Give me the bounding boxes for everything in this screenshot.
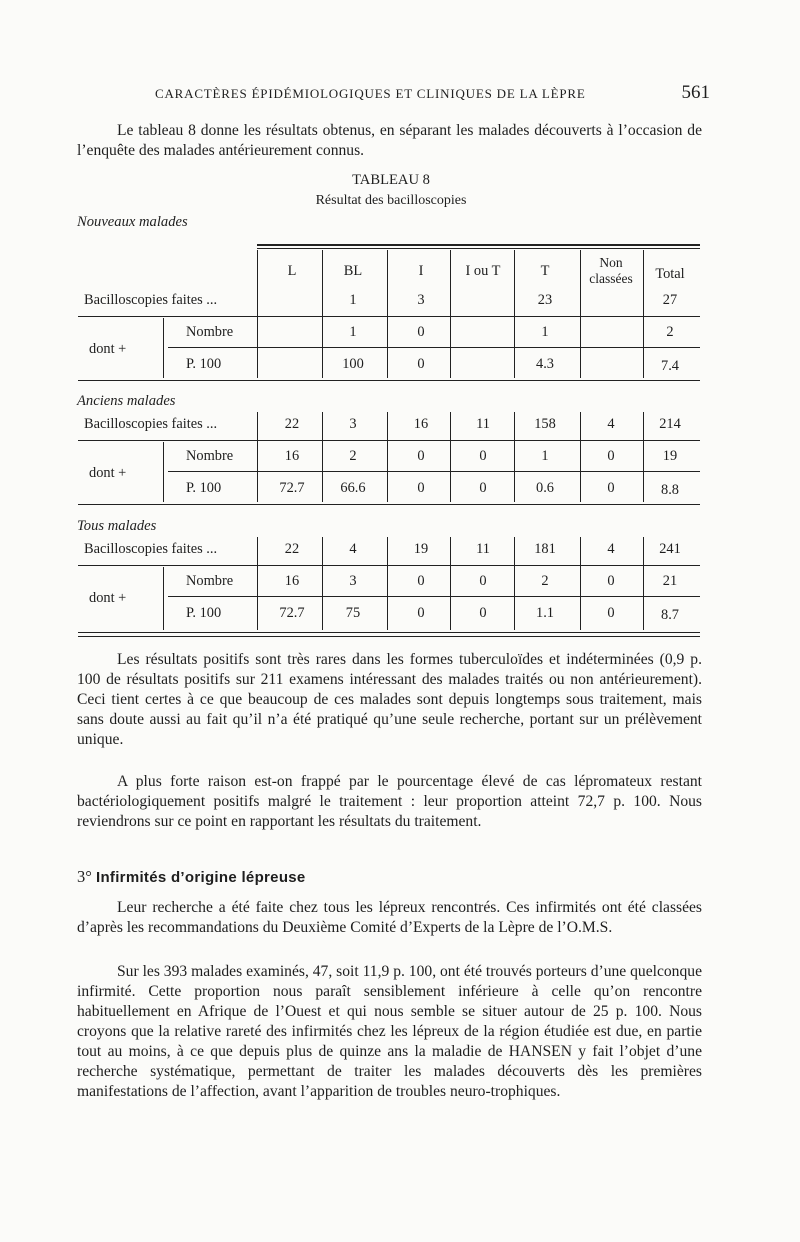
table-cell-nombre: 1 xyxy=(349,324,357,340)
intro-paragraph: Le tableau 8 donne les résultats obtenus, en séparant les malades découverts à l’occasion de l’enquête des malades antérieurement connus. xyxy=(77,122,702,159)
table-cell-p100: 0 xyxy=(607,605,615,621)
table-cell-nombre: 0 xyxy=(607,573,615,589)
table-cell-p100: 72.7 xyxy=(279,480,305,496)
table-rule xyxy=(257,248,700,249)
table-rule xyxy=(78,380,700,381)
table-column-divider xyxy=(163,318,164,378)
row-label-dont-positive: dont + xyxy=(89,465,127,481)
table-column-divider xyxy=(387,412,388,502)
table-column-divider xyxy=(514,537,515,630)
row-label-nombre: Nombre xyxy=(186,448,234,464)
section-title: Nouveaux malades xyxy=(77,214,188,230)
row-label-faites: Bacilloscopies faites ... xyxy=(84,416,218,432)
running-title: CARACTÈRES ÉPIDÉMIOLOGIQUES ET CLINIQUES DE LA LÈPRE xyxy=(155,86,586,101)
table-rule xyxy=(168,471,700,472)
infirmity-paragraph-1: Leur recherche a été faite chez tous les lépreux rencontrés. Ces infirmités ont été classées d’après les recommandations du Deuxième Comité d’Experts de la Lèpre de l’O.M.S. xyxy=(77,899,702,936)
table-cell-p100: 4.3 xyxy=(536,356,554,372)
table-rule xyxy=(78,504,700,505)
table-cell-nombre: 0 xyxy=(479,573,487,589)
section-title: Anciens malades xyxy=(77,393,176,409)
table-column-divider xyxy=(322,412,323,502)
table-cell-p100: 66.6 xyxy=(340,480,366,496)
table-cell-p100: 1.1 xyxy=(536,605,554,621)
table-cell-faites: 11 xyxy=(476,416,490,432)
row-label-p100: P. 100 xyxy=(186,356,222,372)
section-title: Tous malades xyxy=(77,518,157,534)
infirmity-paragraph-2: Sur les 393 malades examinés, 47, soit 11,9 p. 100, ont été trouvés porteurs d’une quelconque infirmité. Cette proportion nous paraît sensiblement inférieure à celle qu’on rencontre habituellement en Afrique de l’Ouest et qui nous semble se situer autour de 25 p. 100. Nous croyons que la relative rareté des infirmités chez les lépreux de la région étudiée est due, en partie tout au moins, à ce que depuis plus de quinze ans la maladie de HANSEN y fait l’objet d’une recherche systématique, permettant de traiter les malades découverts dès les premières manifestations de l’affection, avant l’apparition de troubles neuro-trophiques. xyxy=(77,963,702,1100)
table-cell-nombre: 2 xyxy=(666,324,674,340)
table-cell-faites: 11 xyxy=(476,541,490,557)
table-column-divider xyxy=(322,250,323,290)
table-column-divider xyxy=(450,537,451,630)
column-header: I xyxy=(418,263,424,279)
table-title: TABLEAU 8 xyxy=(352,172,430,188)
table-column-divider xyxy=(387,537,388,630)
table-cell-nombre: 16 xyxy=(284,573,300,589)
table-rule xyxy=(78,636,700,637)
table-column-divider xyxy=(580,288,581,378)
table-cell-faites: 1 xyxy=(349,292,357,308)
row-label-p100: P. 100 xyxy=(186,605,222,621)
table-cell-p100: 100 xyxy=(342,356,364,372)
table-cell-faites: 19 xyxy=(413,541,429,557)
column-header: T xyxy=(540,263,550,279)
table-cell-nombre: 2 xyxy=(541,573,549,589)
table-cell-faites: 4 xyxy=(607,541,615,557)
table-cell-p100: 8.8 xyxy=(661,482,679,498)
table-cell-p100: 0 xyxy=(479,480,487,496)
column-header: I ou T xyxy=(465,263,501,279)
table-rule xyxy=(257,244,700,246)
table-column-divider xyxy=(257,288,258,378)
table-cell-nombre: 0 xyxy=(417,324,425,340)
table-cell-faites: 23 xyxy=(537,292,553,308)
table-cell-faites: 158 xyxy=(534,416,556,432)
section-number: 3° xyxy=(77,867,92,886)
table-rule xyxy=(168,596,700,597)
table-rule xyxy=(168,347,700,348)
table-column-divider xyxy=(450,412,451,502)
table-cell-faites: 241 xyxy=(659,541,681,557)
table-column-divider xyxy=(163,442,164,502)
table-rule xyxy=(78,565,700,566)
results-paragraph-1: Les résultats positifs sont très rares dans les formes tuberculoïdes et indéterminées (0,9 p. 100 de résultats positifs sur 211 examens intéressant des malades traités ou non antérieurement). Ceci tient certes à ce que beaucoup de ces malades sont depuis longtemps sous traitement, mais sans doute aussi au fait qu’il n’a été pratiqué qu’une seule recherche, portant sur un prélèvement unique. xyxy=(77,651,702,748)
table-cell-p100: 0 xyxy=(479,605,487,621)
table-cell-nombre: 3 xyxy=(349,573,357,589)
table-cell-nombre: 21 xyxy=(662,573,678,589)
table-cell-faites: 27 xyxy=(662,292,678,308)
table-column-divider xyxy=(580,412,581,502)
table-cell-p100: 0 xyxy=(607,480,615,496)
table-cell-p100: 0.6 xyxy=(536,480,554,496)
table-column-divider xyxy=(580,250,581,290)
table-column-divider xyxy=(514,412,515,502)
table-column-divider xyxy=(163,567,164,630)
table-column-divider xyxy=(643,250,644,290)
row-label-faites: Bacilloscopies faites ... xyxy=(84,541,218,557)
table-column-divider xyxy=(643,537,644,630)
table-column-divider xyxy=(514,250,515,290)
table-cell-p100: 0 xyxy=(417,356,425,372)
row-label-nombre: Nombre xyxy=(186,573,234,589)
table-subtitle: Résultat des bacilloscopies xyxy=(315,193,467,208)
column-header: Total xyxy=(655,266,685,282)
table-rule xyxy=(78,440,700,441)
table-cell-p100: 75 xyxy=(345,605,361,621)
table-cell-nombre: 19 xyxy=(662,448,678,464)
table-cell-faites: 16 xyxy=(413,416,429,432)
table-column-divider xyxy=(257,250,258,290)
table-cell-nombre: 0 xyxy=(607,448,615,464)
table-column-divider xyxy=(387,250,388,290)
table-cell-nombre: 2 xyxy=(349,448,357,464)
table-column-divider xyxy=(322,537,323,630)
table-cell-p100: 7.4 xyxy=(661,358,679,374)
table-column-divider xyxy=(643,288,644,378)
table-cell-nombre: 0 xyxy=(417,448,425,464)
table-column-divider xyxy=(257,412,258,502)
running-header xyxy=(155,82,710,103)
row-label-faites: Bacilloscopies faites ... xyxy=(84,292,218,308)
table-cell-p100: 72.7 xyxy=(279,605,305,621)
column-header-non: Non xyxy=(599,255,623,270)
table-cell-p100: 0 xyxy=(417,605,425,621)
table-rule xyxy=(78,632,700,633)
column-header-classees: classées xyxy=(589,271,633,286)
table-column-divider xyxy=(387,288,388,378)
table-cell-p100: 8.7 xyxy=(661,607,679,623)
table-cell-nombre: 0 xyxy=(479,448,487,464)
table-column-divider xyxy=(450,288,451,378)
section-title: Infirmités d’origine lépreuse xyxy=(95,869,306,886)
table-cell-nombre: 0 xyxy=(417,573,425,589)
table-cell-nombre: 1 xyxy=(541,448,549,464)
table-cell-faites: 214 xyxy=(659,416,681,432)
column-header: L xyxy=(287,263,297,279)
table-cell-faites: 181 xyxy=(534,541,556,557)
table-column-divider xyxy=(322,288,323,378)
table-column-divider xyxy=(514,288,515,378)
row-label-dont-positive: dont + xyxy=(89,341,127,357)
page-number: 561 xyxy=(681,82,710,103)
table-cell-faites: 4 xyxy=(607,416,615,432)
results-paragraph-2: A plus forte raison est-on frappé par le pourcentage élevé de cas lépromateux restant bactériologiquement positifs malgré le traitement : leur proportion atteint 72,7 p. 100. Nous reviendrons sur ce point en rapportant les résultats du traitement. xyxy=(77,773,702,830)
row-label-dont-positive: dont + xyxy=(89,590,127,606)
table-column-divider xyxy=(643,412,644,502)
table-column-divider xyxy=(257,537,258,630)
table-cell-faites: 3 xyxy=(417,292,425,308)
column-header: BL xyxy=(343,263,363,279)
section-heading xyxy=(77,867,306,887)
row-label-nombre: Nombre xyxy=(186,324,234,340)
table-cell-p100: 0 xyxy=(417,480,425,496)
row-label-p100: P. 100 xyxy=(186,480,222,496)
table-cell-faites: 22 xyxy=(284,416,300,432)
table-column-divider xyxy=(450,250,451,290)
table-column-divider xyxy=(580,537,581,630)
table-rule xyxy=(78,316,700,317)
table-cell-nombre: 1 xyxy=(541,324,549,340)
table-cell-faites: 3 xyxy=(349,416,357,432)
table-cell-faites: 22 xyxy=(284,541,300,557)
table-cell-faites: 4 xyxy=(349,541,357,557)
table-cell-nombre: 16 xyxy=(284,448,300,464)
